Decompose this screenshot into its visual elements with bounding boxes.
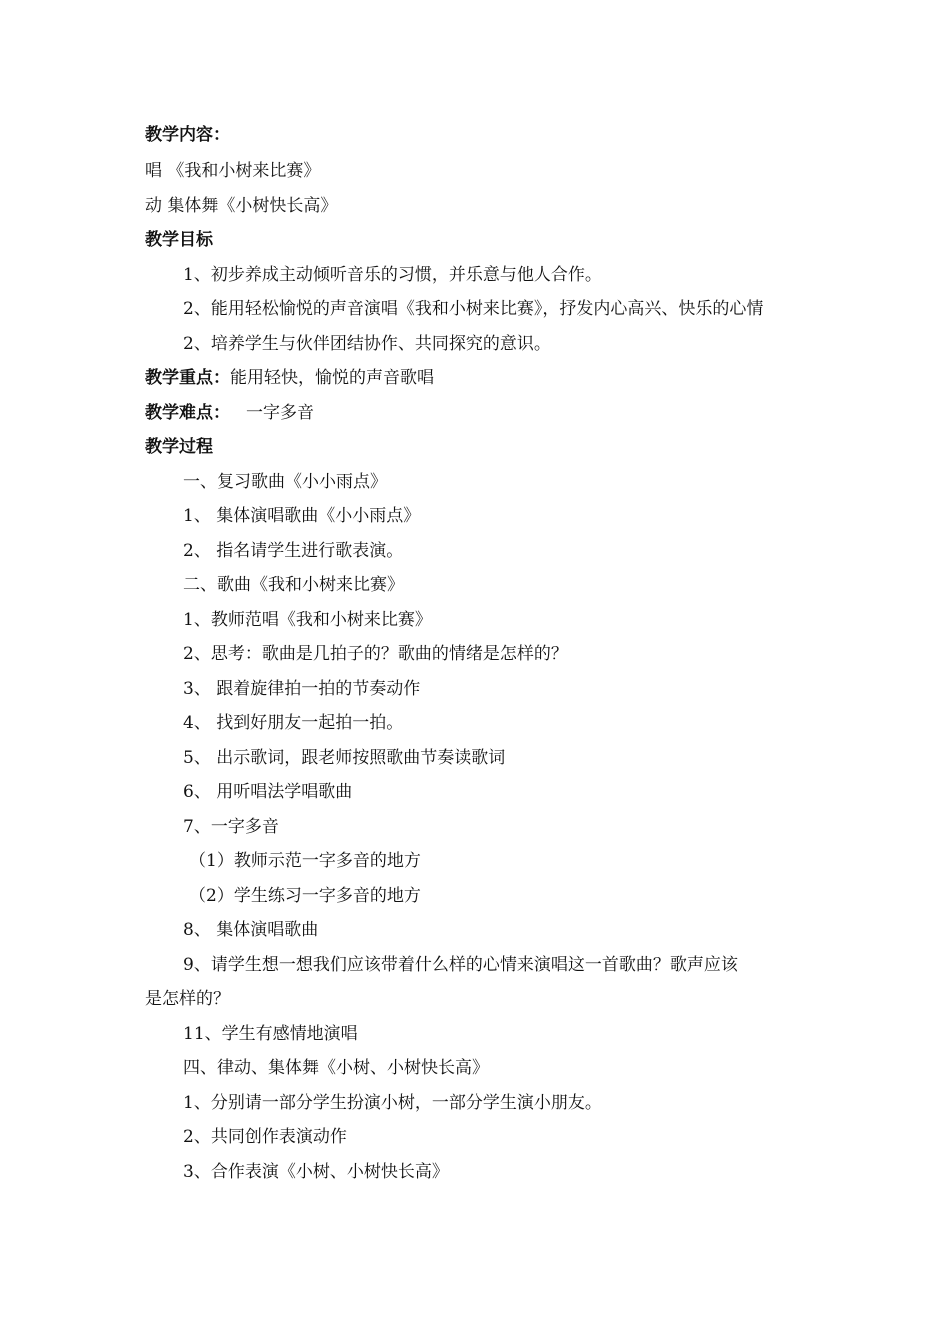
process-item: 3、合作表演《小树、小树快长高》 bbox=[183, 1162, 449, 1182]
difficulty-line bbox=[145, 402, 314, 424]
process-item: 2、思考：歌曲是几拍子的？歌曲的情绪是怎样的？ bbox=[183, 644, 568, 664]
move-line: 动 集体舞《小树快长高》 bbox=[145, 196, 338, 216]
process-item: 1、分别请一部分学生扮演小树，一部分学生演小朋友。 bbox=[183, 1093, 602, 1113]
process-subitem: （1）教师示范一字多音的地方 bbox=[189, 851, 421, 871]
key-point-label: 教学重点： bbox=[145, 368, 230, 388]
process-heading: 教学过程 bbox=[145, 437, 213, 457]
process-item: 一、复习歌曲《小小雨点》 bbox=[183, 472, 387, 492]
process-item: 7、一字多音 bbox=[183, 817, 279, 837]
process-item: 6、 用听唱法学唱歌曲 bbox=[183, 782, 353, 802]
process-item-continuation: 是怎样的？ bbox=[145, 989, 230, 1009]
process-item: 四、律动、集体舞《小树、小树快长高》 bbox=[183, 1058, 489, 1078]
goal-item: 2、能用轻松愉悦的声音演唱《我和小树来比赛》，抒发内心高兴、快乐的心情 bbox=[183, 299, 764, 319]
process-item: 2、共同创作表演动作 bbox=[183, 1127, 347, 1147]
key-point-line bbox=[145, 367, 434, 389]
process-item: 2、 指名请学生进行歌表演。 bbox=[183, 541, 404, 561]
process-item: 5、 出示歌词，跟老师按照歌曲节奏读歌词 bbox=[183, 748, 506, 768]
difficulty-label: 教学难点： bbox=[145, 403, 230, 423]
goals-heading: 教学目标 bbox=[145, 230, 213, 250]
process-item: 二、歌曲《我和小树来比赛》 bbox=[183, 575, 404, 595]
content-heading: 教学内容： bbox=[145, 125, 230, 145]
goal-item: 2、培养学生与伙伴团结协作、共同探究的意识。 bbox=[183, 334, 551, 354]
process-item: 8、 集体演唱歌曲 bbox=[183, 920, 319, 940]
process-item: 3、 跟着旋律拍一拍的节奏动作 bbox=[183, 679, 421, 699]
key-point-text: 能用轻快，愉悦的声音歌唱 bbox=[230, 368, 434, 388]
difficulty-text: 一字多音 bbox=[246, 403, 314, 423]
process-subitem: （2）学生练习一字多音的地方 bbox=[189, 886, 421, 906]
process-item: 11、学生有感情地演唱 bbox=[183, 1024, 358, 1044]
process-item: 1、教师范唱《我和小树来比赛》 bbox=[183, 610, 432, 630]
goal-item: 1、初步养成主动倾听音乐的习惯，并乐意与他人合作。 bbox=[183, 265, 602, 285]
process-item: 4、 找到好朋友一起拍一拍。 bbox=[183, 713, 404, 733]
sing-line: 唱 《我和小树来比赛》 bbox=[145, 161, 321, 181]
process-item: 1、 集体演唱歌曲《小小雨点》 bbox=[183, 506, 421, 526]
process-item: 9、请学生想一想我们应该带着什么样的心情来演唱这一首歌曲？歌声应该 bbox=[183, 955, 738, 975]
